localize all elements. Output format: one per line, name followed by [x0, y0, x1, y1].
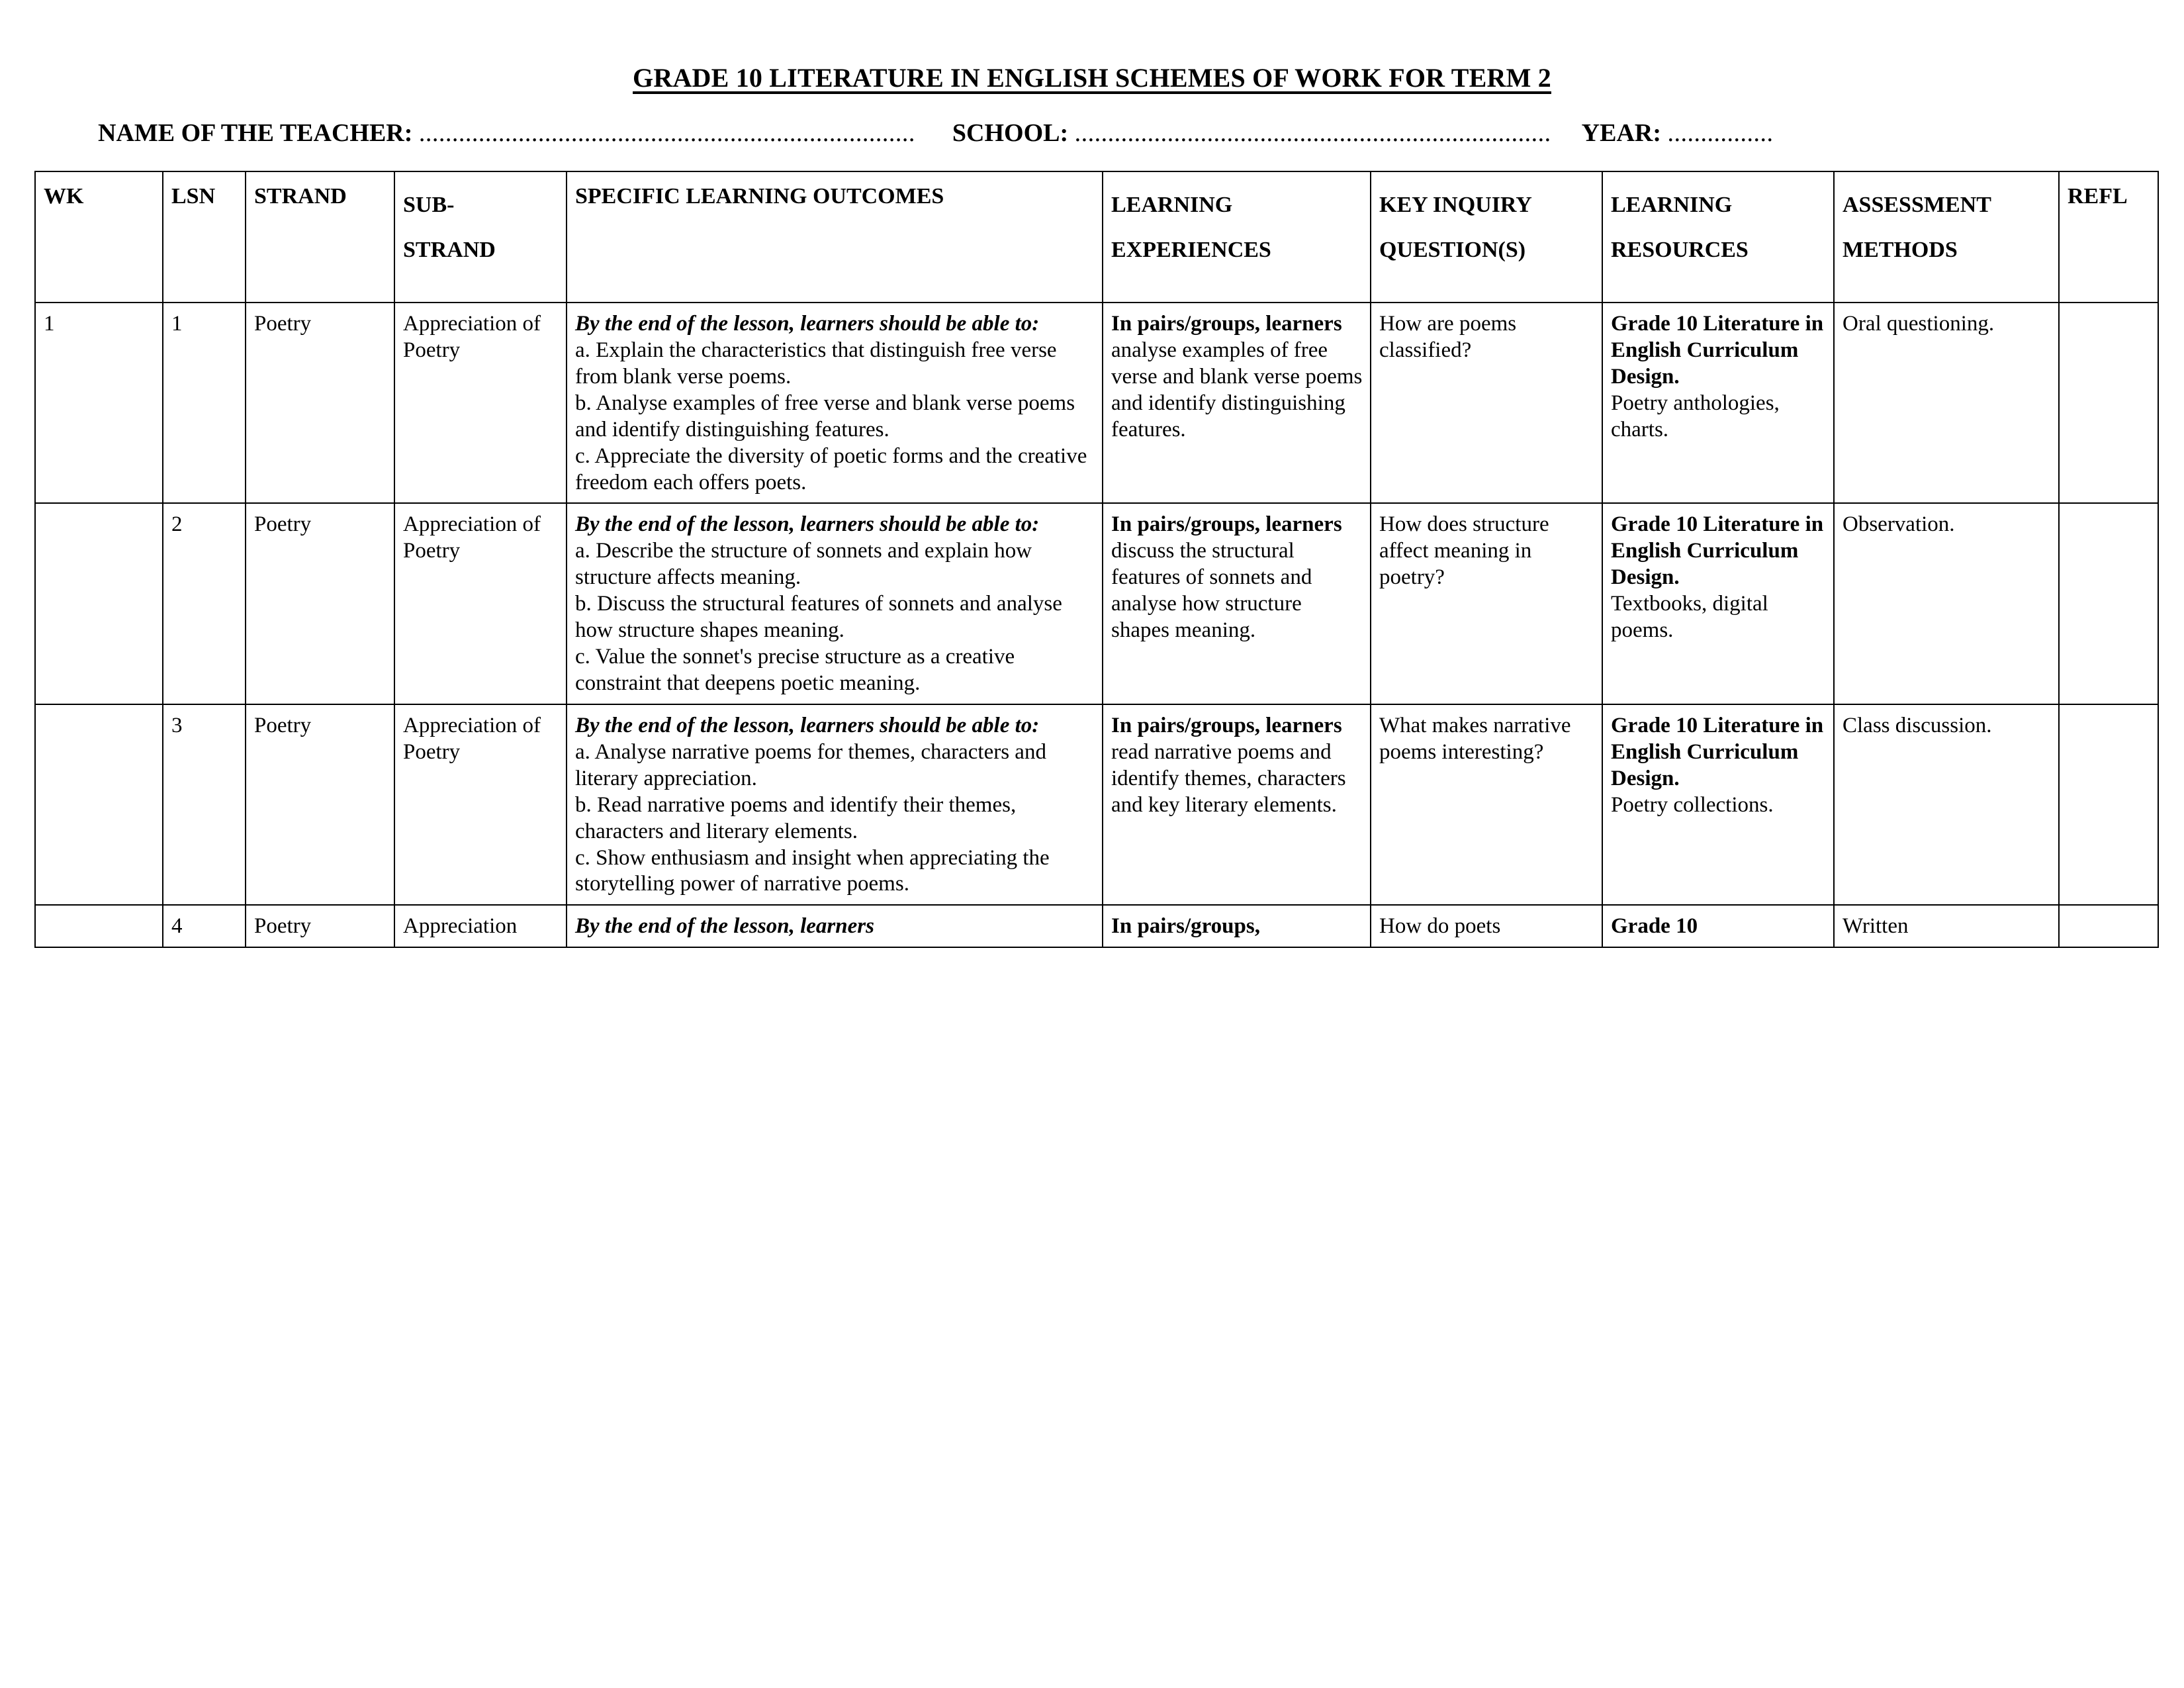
cell-assessment-method: Class discussion. [1834, 704, 2059, 905]
slo-item: a. Describe the structure of sonnets and explain how structure affects meaning. [575, 539, 1032, 590]
slo-item: b. Discuss the structural features of sonnets and analyse how structure shapes meaning. [575, 592, 1062, 643]
column-header-assessment-line1: ASSESSMENT [1843, 193, 1991, 217]
resource-rest: Poetry anthologies, charts. [1611, 391, 1780, 442]
cell-strand: Poetry [246, 905, 394, 947]
le-lead: In pairs/groups, [1111, 914, 1260, 939]
le-lead: In pairs/groups, learners [1111, 512, 1342, 537]
resource-rest: Textbooks, digital poems. [1611, 592, 1768, 643]
table-header-row [35, 171, 2158, 303]
year-label: YEAR: [1581, 119, 1661, 147]
cell-specific-learning-outcomes [567, 303, 1103, 503]
cell-strand: Poetry [246, 503, 394, 704]
slo-item: b. Analyse examples of free verse and blank verse poems and identify distinguishing features. [575, 391, 1075, 442]
cell-learning-experiences [1103, 905, 1371, 947]
teacher-label: NAME OF THE TEACHER: [98, 119, 413, 147]
school-field [952, 119, 1551, 147]
table-header [35, 171, 2158, 303]
cell-lsn: 2 [163, 503, 246, 704]
cell-refl[interactable] [2059, 905, 2158, 947]
cell-refl[interactable] [2059, 503, 2158, 704]
resource-title: Grade 10 Literature in English Curriculum Design. [1611, 512, 1824, 590]
column-header-learning-resources-line1: LEARNING [1611, 193, 1733, 217]
cell-lsn: 4 [163, 905, 246, 947]
cell-wk [35, 905, 163, 947]
le-lead: In pairs/groups, learners [1111, 312, 1342, 336]
column-header-learning-resources-line2: RESOURCES [1611, 238, 1749, 262]
column-header-learning-experiences-line1: LEARNING [1111, 193, 1233, 217]
slo-heading: By the end of the lesson, learners should be able to: [575, 713, 1040, 737]
cell-key-inquiry-question: How are poems classified? [1371, 303, 1602, 503]
cell-assessment-method: Written [1834, 905, 2059, 947]
schemes-of-work-table [34, 171, 2159, 948]
cell-wk: 1 [35, 303, 163, 503]
cell-sub-strand: Appreciation of Poetry [394, 704, 567, 905]
cell-learning-experiences [1103, 503, 1371, 704]
column-header-assessment-methods [1834, 171, 2059, 303]
table-row [35, 503, 2158, 704]
cell-sub-strand: Appreciation of Poetry [394, 303, 567, 503]
slo-item: c. Value the sonnet's precise structure as a creative constraint that deepens poetic meaning. [575, 645, 1015, 695]
cell-assessment-method: Oral questioning. [1834, 303, 2059, 503]
slo-item: a. Explain the characteristics that distinguish free verse from blank verse poems. [575, 338, 1057, 389]
cell-wk [35, 503, 163, 704]
school-label: SCHOOL: [952, 119, 1069, 147]
column-header-key-inquiry-line1: KEY INQUIRY [1379, 193, 1532, 217]
slo-item: b. Read narrative poems and identify their themes, characters and literary elements. [575, 792, 1017, 843]
column-header-key-inquiry-line2: QUESTION(S) [1379, 238, 1526, 262]
resource-title: Grade 10 Literature in English Curriculum Design. [1611, 312, 1824, 389]
resource-rest: Poetry collections. [1611, 792, 1774, 817]
cell-key-inquiry-question: How does structure affect meaning in poetry? [1371, 503, 1602, 704]
year-field [1582, 119, 1774, 147]
cell-key-inquiry-question: What makes narrative poems interesting? [1371, 704, 1602, 905]
table-row [35, 905, 2158, 947]
column-header-lsn: LSN [163, 171, 246, 303]
column-header-assessment-line2: METHODS [1843, 238, 1958, 262]
slo-heading: By the end of the lesson, learners should be able to: [575, 512, 1040, 537]
page-title-text: GRADE 10 LITERATURE IN ENGLISH SCHEMES OF WORK FOR TERM 2 [633, 63, 1551, 93]
cell-refl[interactable] [2059, 303, 2158, 503]
column-header-sub-strand-line2: STRAND [403, 238, 496, 262]
column-header-strand: STRAND [246, 171, 394, 303]
school-value[interactable]: ........................................................................ [1074, 119, 1551, 147]
cell-wk [35, 704, 163, 905]
cell-refl[interactable] [2059, 704, 2158, 905]
column-header-wk: WK [35, 171, 163, 303]
slo-heading: By the end of the lesson, learners should be able to: [575, 312, 1040, 336]
cell-learning-resources [1602, 905, 1834, 947]
resource-title: Grade 10 [1611, 914, 1698, 939]
cell-lsn: 3 [163, 704, 246, 905]
column-header-specific-learning-outcomes: SPECIFIC LEARNING OUTCOMES [567, 171, 1103, 303]
slo-item: c. Appreciate the diversity of poetic forms and the creative freedom each offers poets. [575, 444, 1087, 494]
teacher-field [98, 119, 915, 147]
cell-key-inquiry-question: How do poets [1371, 905, 1602, 947]
teacher-value[interactable]: ........................................................................... [418, 119, 915, 147]
column-header-refl: REFL [2059, 171, 2158, 303]
le-rest: analyse examples of free verse and blank verse poems and identify distinguishing features. [1111, 338, 1363, 442]
cell-specific-learning-outcomes [567, 503, 1103, 704]
le-rest: read narrative poems and identify themes, characters and key literary elements. [1111, 739, 1346, 817]
slo-heading: By the end of the lesson, learners [575, 914, 874, 939]
cell-learning-experiences [1103, 704, 1371, 905]
cell-learning-resources [1602, 704, 1834, 905]
slo-item: c. Show enthusiasm and insight when appreciating the storytelling power of narrative poems. [575, 845, 1050, 896]
table-row [35, 704, 2158, 905]
cell-learning-experiences [1103, 303, 1371, 503]
cell-specific-learning-outcomes [567, 704, 1103, 905]
table-body [35, 303, 2158, 947]
resource-title: Grade 10 Literature in English Curriculum Design. [1611, 713, 1824, 790]
table-row [35, 303, 2158, 503]
cell-strand: Poetry [246, 303, 394, 503]
page-title [0, 0, 2184, 91]
cell-learning-resources [1602, 303, 1834, 503]
cell-specific-learning-outcomes [567, 905, 1103, 947]
column-header-key-inquiry-questions [1371, 171, 1602, 303]
year-value[interactable]: ................ [1667, 119, 1774, 147]
slo-item: a. Analyse narrative poems for themes, characters and literary appreciation. [575, 739, 1046, 790]
column-header-learning-experiences-line2: EXPERIENCES [1111, 238, 1271, 262]
le-rest: discuss the structural features of sonnets and analyse how structure shapes meaning. [1111, 539, 1312, 643]
cell-strand: Poetry [246, 704, 394, 905]
cell-assessment-method: Observation. [1834, 503, 2059, 704]
cell-learning-resources [1602, 503, 1834, 704]
column-header-learning-resources [1602, 171, 1834, 303]
column-header-sub-strand [394, 171, 567, 303]
cell-lsn: 1 [163, 303, 246, 503]
le-lead: In pairs/groups, learners [1111, 713, 1342, 737]
cell-sub-strand: Appreciation of Poetry [394, 503, 567, 704]
column-header-learning-experiences [1103, 171, 1371, 303]
cell-sub-strand: Appreciation [394, 905, 567, 947]
document-meta-line [0, 91, 2184, 146]
column-header-sub-strand-line1: SUB- [403, 193, 455, 217]
